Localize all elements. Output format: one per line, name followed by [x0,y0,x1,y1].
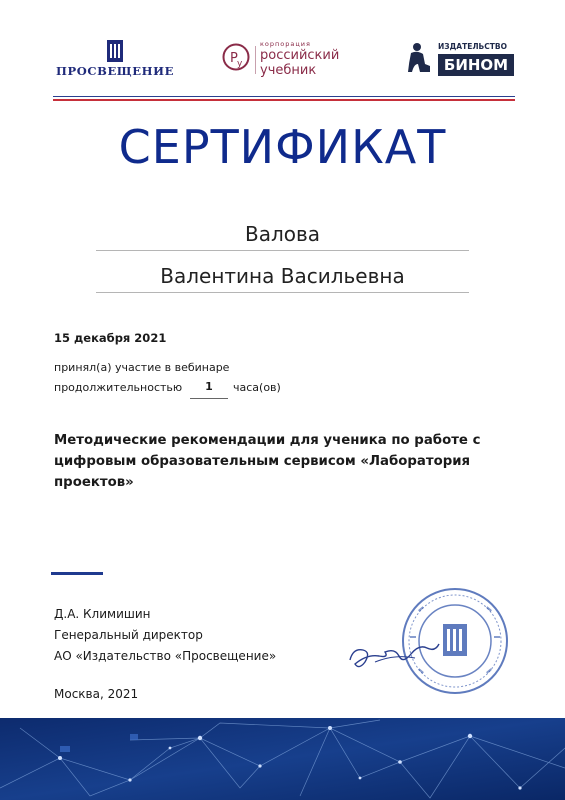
svg-text:у: у [237,59,243,69]
handwritten-signature-icon [345,618,445,678]
recipient-given-names: Валентина Васильевна [160,264,405,288]
certificate-title: СЕРТИФИКАТ [118,120,447,174]
signatory-position: Генеральный директор [54,628,203,642]
city-year: Москва, 2021 [54,687,139,701]
duration-underline [190,398,228,399]
signatory-block [54,604,276,667]
russian-textbook-divider [255,46,256,74]
signatory-name: Д.А. Климишин [54,607,151,621]
russian-textbook-line2: учебник [260,63,317,78]
russian-textbook-logo [222,40,372,80]
russian-textbook-emblem-icon [222,43,250,71]
thinker-silhouette-icon [406,42,432,76]
footer-network-graphic [0,718,565,800]
russian-textbook-line1: российский [260,48,340,63]
duration-unit: часа(ов) [233,381,281,394]
given-names-underline [96,292,469,293]
signatory-organization: АО «Издательство «Просвещение» [54,649,277,663]
signature-rule [51,572,103,575]
binom-publisher-label: ИЗДАТЕЛЬСТВО [438,42,507,51]
event-date: 15 декабря 2021 [54,331,167,345]
recipient-surname: Валова [244,222,321,246]
prosveshchenie-logo-text: ПРОСВЕЩЕНИЕ [56,64,174,78]
surname-underline [96,250,469,251]
header-rule-red [53,99,515,101]
russian-textbook-corp-label: корпорация [260,40,311,48]
duration-value: 1 [205,380,213,393]
header-rule-blue [53,96,515,97]
prosveshchenie-emblem-icon [107,40,123,62]
prosveshchenie-logo [53,40,177,84]
svg-text:Р: Р [230,51,238,66]
duration-label: продолжительностью [54,381,183,394]
binom-name: БИНОМ [438,54,514,76]
binom-logo [406,42,514,78]
webinar-title: Методические рекомендации для ученика по работе с цифровым образовательным сервисом «Лаборатория проектов» [54,433,481,490]
participation-text: принял(а) участие в вебинаре [54,361,230,374]
